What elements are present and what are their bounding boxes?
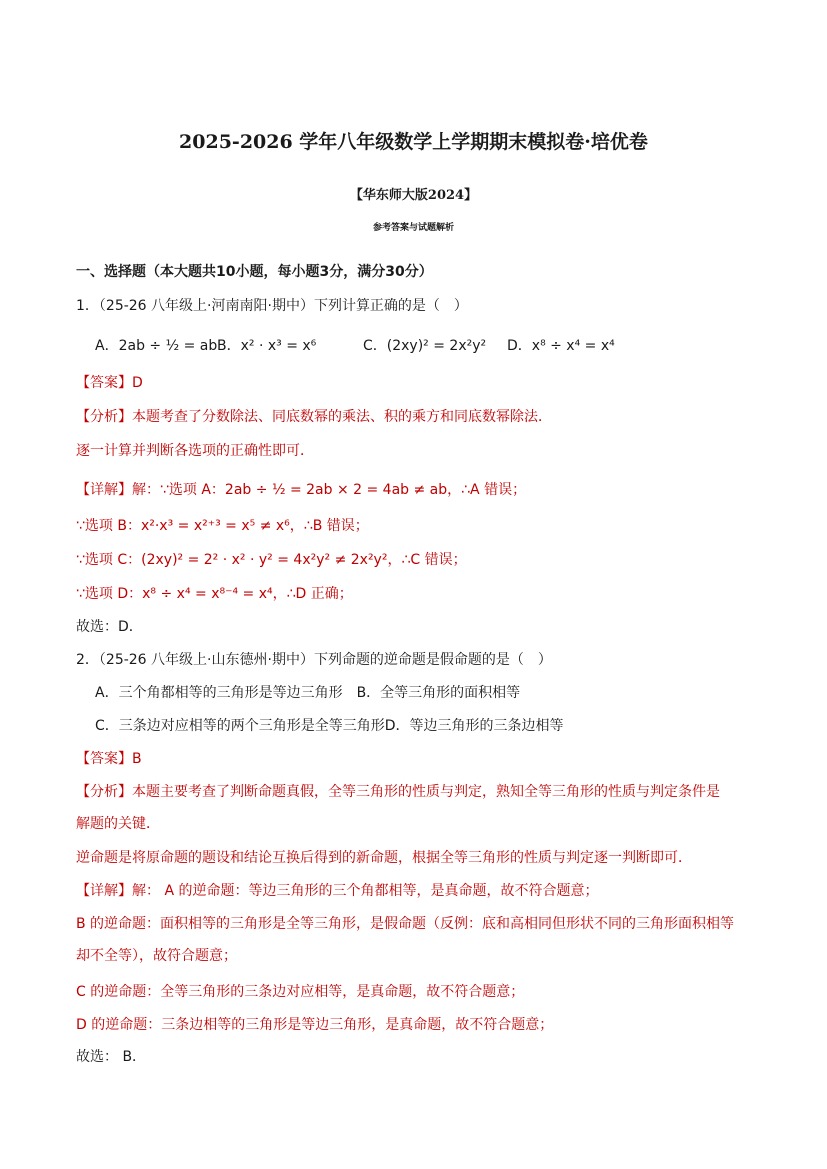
q1-detail-1: 【详解】解：∵选项 A：2ab ÷ ½ = 2ab × 2 = 4ab ≠ ab，∴A 错误；: [76, 482, 527, 498]
q1-stem: 1．（25-26 八年级上·河南南阳·期中）下列计算正确的是（ ）: [76, 298, 468, 314]
q2-options-row-2: C．三条边对应相等的两个三角形是全等三角形D．等边三角形的三条边相等: [95, 718, 564, 734]
q2-analysis-3: 逆命题是将原命题的题设和结论互换后得到的新命题，根据全等三角形的性质与判定逐一判断即可．: [76, 850, 692, 866]
q2-detail-4: C 的逆命题：全等三角形的三条边对应相等，是真命题，故不符合题意；: [76, 984, 525, 1000]
q1-detail-2: ∵选项 B：x²·x³ = x²⁺³ = x⁵ ≠ x⁶，∴B 错误；: [76, 518, 369, 534]
q1-detail-4: ∵选项 D：x⁸ ÷ x⁴ = x⁸⁻⁴ = x⁴，∴D 正确；: [76, 586, 353, 602]
q1-choose: 故选：D．: [76, 619, 143, 635]
q2-detail-3: 却不全等），故符合题意；: [76, 948, 237, 964]
q1-option-b: B．x² · x³ = x⁶: [217, 338, 317, 354]
q2-analysis-1: 【分析】本题主要考查了判断命题真假，全等三角形的性质与判定，熟知全等三角形的性质与判定条件是: [76, 784, 720, 800]
page-title: 2025-2026 学年八年级数学上学期期末模拟卷·培优卷: [179, 131, 648, 153]
q2-detail-1: 【详解】解： A 的逆命题：等边三角形的三个角都相等，是真命题，故不符合题意；: [76, 883, 599, 899]
q1-analysis-1: 【分析】本题考查了分数除法、同底数幂的乘法、积的乘方和同底数幂除法．: [76, 409, 552, 425]
q1-detail-3: ∵选项 C：(2xy)² = 2² · x² · y² = 4x²y² ≠ 2x²y²，∴C 错误；: [76, 552, 467, 568]
q2-answer: 【答案】B: [76, 751, 142, 767]
q1-answer: 【答案】D: [76, 375, 143, 391]
q1-option-c: C．(2xy)² = 2x²y²: [363, 338, 487, 354]
answer-note: 参考答案与试题解析: [372, 223, 454, 233]
q1-analysis-2: 逐一计算并判断各选项的正确性即可．: [76, 443, 314, 459]
q2-detail-2: B 的逆命题：面积相等的三角形是全等三角形，是假命题（反例：底和高相同但形状不同的三角形面积相等: [76, 916, 735, 932]
q2-detail-5: D 的逆命题：三条边相等的三角形是等边三角形，是真命题，故不符合题意；: [76, 1017, 554, 1033]
q2-options-row-1: A．三个角都相等的三角形是等边三角形 B．全等三角形的面积相等: [95, 685, 521, 701]
edition-label: 【华东师大版2024】: [349, 188, 478, 203]
q2-choose: 故选： B．: [76, 1049, 147, 1065]
q1-options: [95, 337, 715, 357]
q2-stem: 2．（25-26 八年级上·山东德州·期中）下列命题的逆命题是假命题的是（ ）: [76, 652, 552, 668]
q1-option-a: A．2ab ÷ ½ = ab: [95, 338, 218, 354]
q1-option-d: D．x⁸ ÷ x⁴ = x⁴: [507, 338, 615, 354]
q2-analysis-2: 解题的关键．: [76, 816, 160, 832]
section-heading: 一、选择题（本大题共10小题，每小题3分，满分30分）: [76, 264, 433, 280]
